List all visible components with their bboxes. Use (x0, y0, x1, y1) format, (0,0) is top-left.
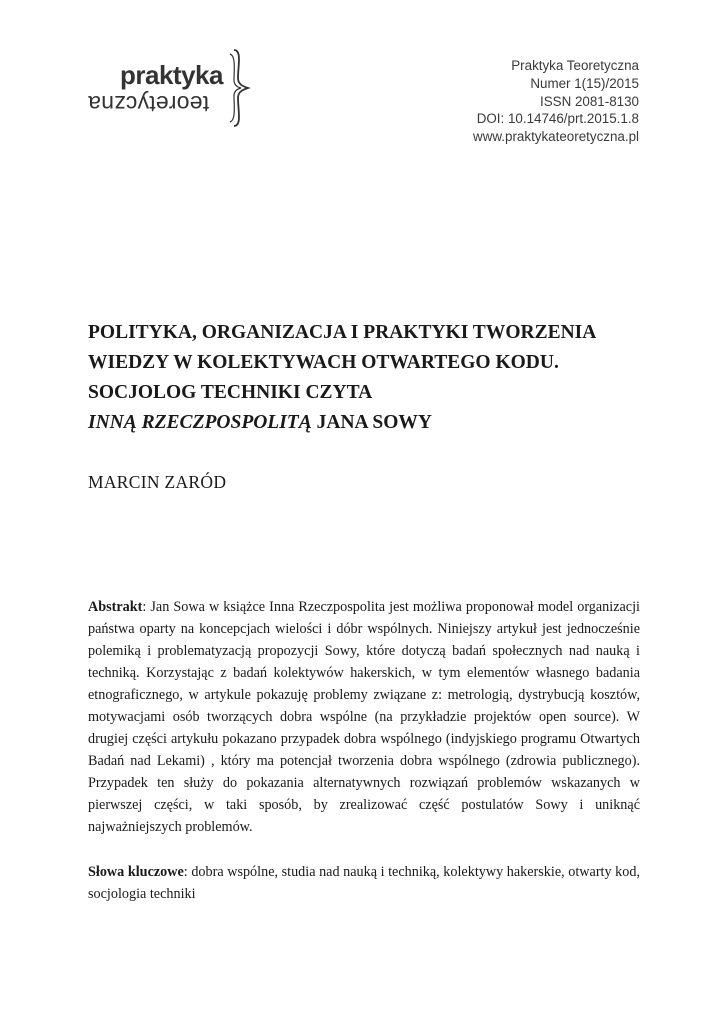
title-line-4 (88, 408, 648, 438)
article-author: MARCIN ZARÓD (88, 472, 227, 492)
journal-doi: DOI: 10.14746/prt.2015.1.8 (476, 111, 639, 127)
keywords-label: Słowa kluczowe (88, 864, 184, 880)
abstract-text: : Jan Sowa w książce Inna Rzeczpospolita jest możliwa proponował model organizacji państwa oparty na koncepcjach wielości i dóbr wspólnych. Niniejszy artykuł jest jednocześnie polemiką i problematyzacją propozycji Sowy, które dotyczą badań społecznych nad nauką i techniką. Korzystając z badań kolektywów hakerskich, w tym elementów własnego badania etnograficznego, w artykule pokazuję problemy związane z: metrologią, dystrybucją kosztów, motywacjami osób tworzących dobra wspólne (na przykładzie projektów open source). W drugiej części artykułu pokazano przypadek dobra wspólnego (indyjskiego programu Otwartych Badań nad Lekami) , który ma potencjał tworzenia dobra wspólnego (zdrowia publicznego). Przypadek ten służy do pokazania alternatywnych rozwiązań problemów wskazanych w pierwszej części, w taki sposób, by zrealizować część postulatów Sowy i uniknąć najważniejszych problemów. (88, 599, 640, 835)
abstract-paragraph (88, 596, 640, 838)
logo-bottom-word: teoretyczna (88, 91, 210, 117)
title-line-3: SOCJOLOG TECHNIKI CZYTA (88, 382, 373, 403)
journal-metadata (473, 57, 639, 146)
journal-issn: ISSN 2081-8130 (539, 93, 639, 109)
article-title (88, 318, 648, 438)
journal-issue: Numer 1(15)/2015 (530, 75, 639, 91)
title-book-name: INNĄ RZECZPOSPOLITĄ (88, 412, 312, 433)
journal-logo (86, 48, 266, 128)
keywords-text: : dobra wspólne, studia nad nauką i techniką, kolektywy hakerskie, otwarty kod, socjologia techniki (88, 864, 640, 902)
journal-name: Praktyka Teoretyczna (511, 58, 639, 73)
logo-top-word: praktyka (120, 60, 223, 90)
abstract-label: Abstrakt (88, 599, 143, 615)
title-line-1: POLITYKA, ORGANIZACJA I PRAKTYKI TWORZENIA (88, 322, 597, 343)
title-line-4-rest: JANA SOWY (311, 412, 433, 433)
journal-website[interactable]: www.praktykateoretyczna.pl (473, 129, 639, 145)
curly-brace-icon (228, 48, 252, 128)
keywords-paragraph (88, 861, 640, 905)
title-line-2: WIEDZY W KOLEKTYWACH OTWARTEGO KODU. (88, 352, 559, 373)
